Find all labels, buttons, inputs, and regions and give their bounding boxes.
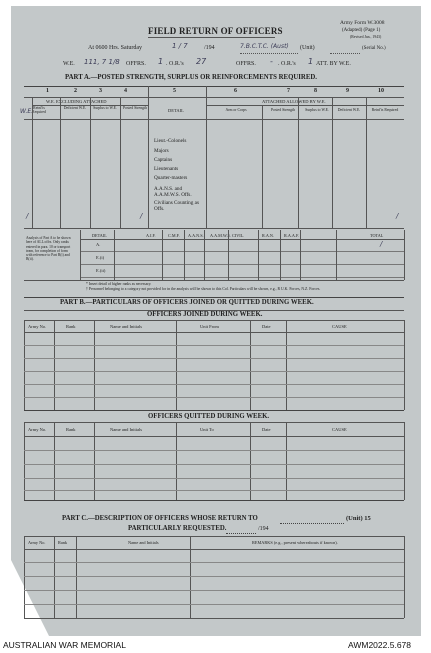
att-label: ATT. BY W.E. (316, 61, 351, 67)
part-c-col-divider (54, 536, 55, 618)
quitted-row-rule (24, 450, 404, 451)
left-header-surplus: Surplus to W.E. (93, 106, 117, 110)
column-number-4: 4 (124, 88, 127, 94)
column-number-10: 10 (378, 88, 384, 94)
hrs-label: At 0600 Hrs. Saturday (88, 45, 142, 51)
header-unit: Unit From (200, 324, 219, 329)
handwritten-we-mark: W.E. (20, 108, 34, 115)
analysis-row-rule (80, 277, 404, 278)
torn-corner (11, 560, 49, 636)
handwritten-we: 111, 7 1/8 (84, 58, 120, 66)
handwritten-ors: 27 (196, 57, 207, 66)
analysis-row-label: E.(i) (96, 255, 105, 260)
part-a-col-divider (298, 98, 299, 228)
left-header-deficient: Deficient W.E. (63, 106, 87, 110)
quitted-col-divider (54, 422, 55, 500)
joined-row-rule (24, 397, 404, 398)
analysis-col-divider (184, 230, 185, 280)
quitted-row-rule (24, 478, 404, 479)
joined-bottom-rule (24, 410, 404, 411)
column-number-5: 5 (173, 88, 176, 94)
part-c-header-army-no: Army No. (28, 540, 46, 545)
analysis-bottom-rule (24, 280, 404, 281)
analysis-col-divider (80, 230, 81, 280)
part-a-col-divider (32, 98, 33, 228)
army-form-page: (Adapted) (Page 1) (342, 28, 381, 33)
column-number-6: 6 (234, 88, 237, 94)
part-a-col-divider (90, 98, 91, 228)
handwritten-date: 1 / 7 (172, 42, 188, 50)
form-title: FIELD RETURN OF OFFICERS (148, 26, 283, 36)
analysis-col-divider (162, 230, 163, 280)
quitted-title-rule (24, 422, 404, 423)
header-unit: Unit To (200, 427, 214, 432)
joined-row-rule (24, 384, 404, 385)
rank-label: Quarter-masters (154, 175, 188, 181)
part-a-col-divider (148, 86, 149, 228)
handwritten-tick-3: / (396, 212, 399, 220)
rank-label: Civilians Counting as Offs. (154, 200, 199, 212)
analysis-col-divider (280, 230, 281, 280)
part-a-heading: PART A.—POSTED STRENGTH, SURPLUS OR REINFORCEMENTS REQUIRED. (65, 74, 317, 81)
column-number-1: 1 (46, 88, 49, 94)
quitted-title: OFFICERS QUITTED DURING WEEK. (148, 413, 270, 420)
handwritten-offrs2: - (270, 57, 273, 66)
ors-label: . O.R.'s (166, 61, 184, 67)
column-number-7: 7 (287, 88, 290, 94)
footer-credit: AUSTRALIAN WAR MEMORIAL (3, 640, 126, 650)
analysis-header: C.M.F. (168, 233, 180, 238)
part-a-col-divider (120, 98, 121, 228)
ors2-label: . O.R.'s (278, 61, 296, 67)
joined-col-divider (404, 320, 405, 410)
quitted-col-divider (404, 422, 405, 500)
part-b-top-rule (24, 297, 404, 298)
analysis-row-rule (80, 251, 404, 252)
quitted-col-divider (176, 422, 177, 500)
part-a-col-divider (206, 86, 207, 228)
part-a-col-divider (262, 105, 263, 228)
header-date: Date (262, 427, 271, 432)
analysis-col-divider (114, 230, 115, 280)
rank-label: Lieut.-Colonels (154, 138, 187, 144)
rank-label: Majors (154, 148, 169, 154)
analysis-col-divider (228, 230, 229, 280)
rank-label: Lieutenants (154, 166, 179, 172)
part-b-heading: PART B.—PARTICULARS OF OFFICERS JOINED OR QUITTED DURING WEEK. (60, 299, 314, 306)
analysis-header: A.A.N.S. (188, 233, 204, 238)
analysis-col-divider (300, 230, 301, 280)
footnote-1: * Insert detail of higher ranks as necessary. (86, 282, 152, 286)
analysis-col-divider (204, 230, 205, 280)
quitted-col-divider (24, 422, 25, 500)
analysis-row-label: A. (96, 242, 101, 247)
quitted-row-rule (24, 490, 404, 491)
part-c-header-rule (24, 549, 404, 550)
part-a-col-divider (332, 98, 333, 228)
rank-label: Captains (154, 157, 173, 163)
analysis-header: DETAIL (92, 233, 107, 238)
part-c-unit-line (280, 523, 344, 524)
analysis-col-divider (404, 230, 405, 280)
joined-header-rule (24, 332, 404, 333)
part-c-col-divider (76, 536, 77, 618)
header-name: Name and Initials (110, 324, 142, 329)
group-left-label: W.E. EXCLUDING ATTACHED (46, 99, 107, 104)
handwritten-total-mark: / (380, 240, 383, 248)
part-c-header-rank: Rank (58, 540, 68, 545)
handwritten-ors2: 1 (308, 57, 314, 66)
part-c-header-remarks: REMARKS (e.g., present whereabouts if known). (252, 540, 338, 545)
left-header-posted: Posted Strength (123, 106, 147, 110)
part-c-row-rule (24, 576, 404, 577)
part-c-unit-suffix: (Unit) 15 (346, 515, 371, 522)
joined-title: OFFICERS JOINED DURING WEEK. (147, 311, 263, 318)
quitted-col-divider (286, 422, 287, 500)
part-c-col-divider (404, 536, 405, 618)
column-number-9: 9 (346, 88, 349, 94)
header-cause: CAUSE (332, 427, 347, 432)
left-header-reinfts: Reinf'ts Required (32, 106, 46, 115)
right-header-deficient: Deficient W.E. (337, 108, 361, 112)
part-c-heading-line1: PART C.—DESCRIPTION OF OFFICERS WHOSE RETURN TO (62, 515, 258, 522)
part-c-heading-line2: PARTICULARLY REQUESTED. (128, 525, 227, 532)
header-name: Name and Initials (110, 427, 142, 432)
part-a-top-rule (24, 86, 404, 87)
header-date: Date (262, 324, 271, 329)
footer-accession: AWM2022.5.678 (348, 640, 411, 650)
part-c-row-rule (24, 604, 404, 605)
part-a-main-bottom (24, 228, 404, 229)
army-form-revised: (Revised Jan., 1943) (350, 35, 382, 39)
right-header-arm-corps: Arm or Corps (225, 108, 247, 112)
serial-label: (Serial No.) (362, 46, 386, 51)
joined-title-rule (24, 320, 404, 321)
analysis-header: CIVIL. (232, 233, 245, 238)
handwritten-offrs: 1 (158, 57, 164, 66)
header-cause: CAUSE (332, 324, 347, 329)
analysis-header: R.A.N. (262, 233, 274, 238)
analysis-header: TOTAL (370, 233, 384, 238)
part-c-header-name: Name and Initials (128, 540, 159, 545)
analysis-head-rule (80, 239, 404, 240)
subheader-rule (24, 119, 404, 120)
analysis-col-divider (336, 230, 337, 280)
joined-row-rule (24, 358, 404, 359)
column-number-3: 3 (99, 88, 102, 94)
right-header-surplus: Surplus to W.E. (305, 108, 329, 112)
group-right-label: ATTACHED ALLOWED BY W.E. (262, 99, 326, 104)
header-army-no: Army No. (28, 324, 47, 329)
joined-row-rule (24, 345, 404, 346)
right-header-posted: Posted Strength (271, 108, 295, 112)
column-number-2: 2 (74, 88, 77, 94)
part-c-date-line (226, 533, 256, 534)
quitted-header-rule (24, 436, 404, 437)
handwritten-tick: / (140, 212, 143, 220)
rank-label: A.A.N.S. and A.A.M.W.S. Offs. (154, 186, 192, 198)
part-c-date-suffix: /194 (258, 526, 269, 532)
handwritten-tick-2: / (26, 212, 29, 220)
colnum-rule (24, 97, 404, 98)
offrs-label: OFFRS. (126, 61, 146, 67)
unit-label: (Unit) (300, 45, 315, 51)
part-c-col-divider (24, 536, 25, 618)
serial-line (330, 53, 360, 54)
part-c-col-divider (190, 536, 191, 618)
footer-bar (0, 636, 431, 653)
part-c-top-rule (24, 536, 404, 537)
handwritten-unit: 7.B.C.T.C. (Aust) (240, 43, 289, 50)
joined-row-rule (24, 371, 404, 372)
analysis-header: A.A.M.W.S. (210, 233, 231, 238)
quitted-bottom-rule (24, 500, 404, 501)
army-form-number: Army Form W.3008 (340, 20, 385, 26)
analysis-header: A.I.F. (146, 233, 156, 238)
quitted-col-divider (250, 422, 251, 500)
footnote-2: † Personnel belonging to a category not provided for in the analysis will be shown to this Col. Particulars will be shown, e.g., R U.K. Forces, N.Z. Forces. (86, 287, 321, 291)
header-army-no: Army No. (28, 427, 47, 432)
part-c-row-rule (24, 590, 404, 591)
analysis-header: R.A.A.F. (284, 233, 300, 238)
part-c-bottom-rule (24, 618, 404, 619)
header-rank: Rank (66, 427, 76, 432)
analysis-note: Analysis of Part A to be shown here of ALL offrs. Only ranks entered in para. 10 or transport team, for completion of form with reference to Part B(i) and B(ii). (26, 236, 71, 262)
part-c-row-rule (24, 562, 404, 563)
part-a-col-divider (366, 98, 367, 228)
we-label: W.E. (63, 61, 75, 67)
analysis-col-divider (258, 230, 259, 280)
quitted-col-divider (94, 422, 95, 500)
detail-header: DETAIL (168, 108, 184, 113)
offrs2-label: OFFRS. (236, 61, 256, 67)
header-rank: Rank (66, 324, 76, 329)
part-a-col-divider (60, 98, 61, 228)
year-label: /194 (204, 45, 215, 51)
unit-line (240, 53, 298, 54)
quitted-row-rule (24, 464, 404, 465)
column-number-8: 8 (314, 88, 317, 94)
title-underline (148, 37, 275, 38)
right-header-reinfts: Reinf'ts Required (371, 108, 399, 112)
analysis-row-label: E.(ii) (96, 268, 106, 273)
group-rule-right (206, 105, 404, 106)
analysis-row-rule (80, 264, 404, 265)
